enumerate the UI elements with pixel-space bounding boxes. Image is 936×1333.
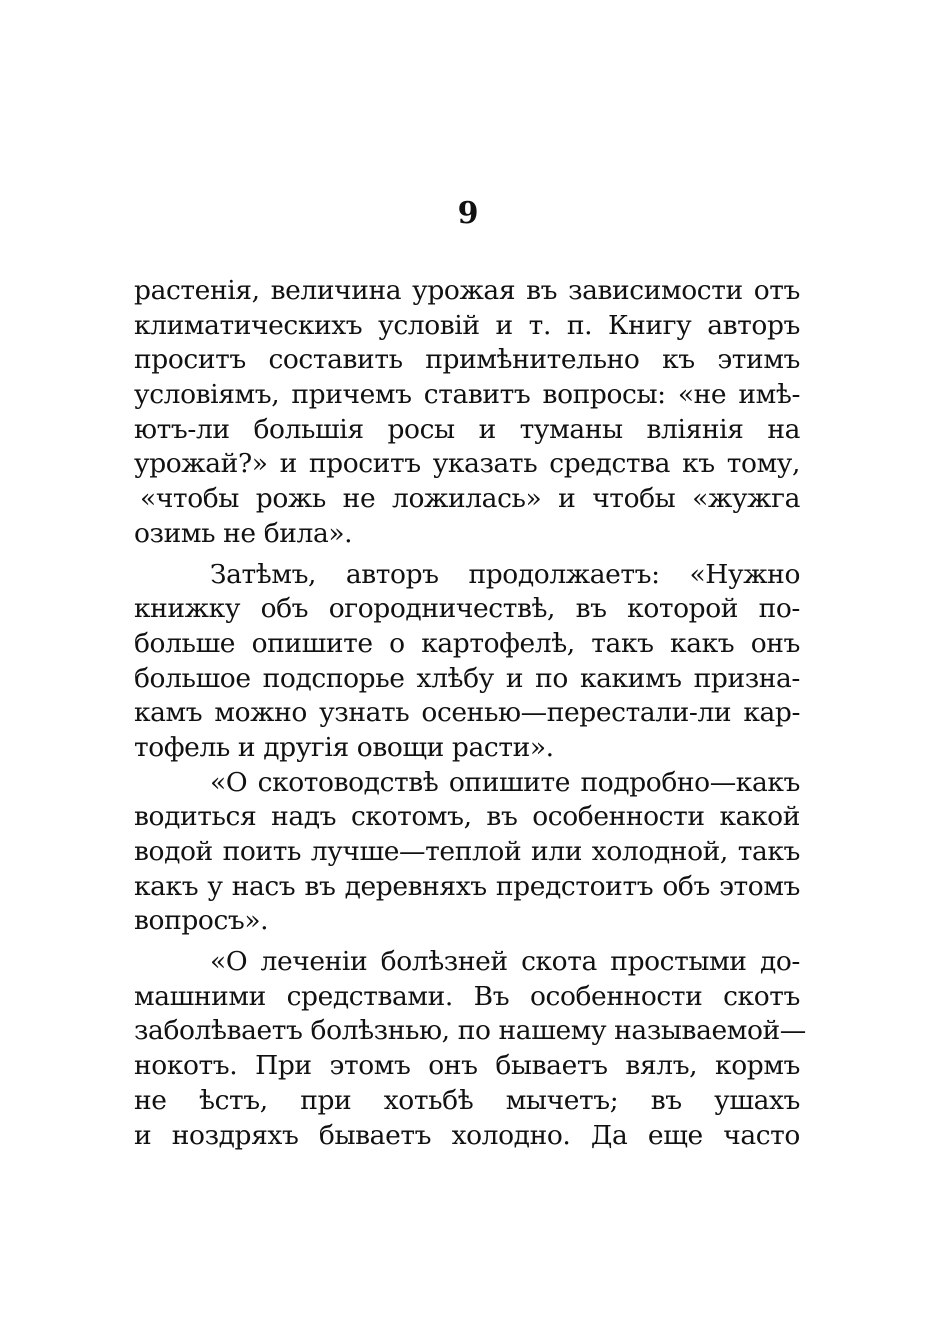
body-text: [134, 274, 806, 1153]
text-line: «О леченіи болѣзней скота простыми до-: [210, 946, 800, 978]
text-line: растенія, величина урожая въ зависимости отъ: [134, 275, 800, 306]
page-number: 9: [457, 196, 479, 231]
text-line: камъ можно узнать осенью—перестали-ли кар-: [134, 697, 800, 729]
text-line: книжку объ огородничествѣ, въ которой по-: [134, 593, 800, 625]
text-line: «чтобы рожь не ложилась» и чтобы «жужга: [140, 483, 800, 515]
text-line: и ноздряхъ бываетъ холодно. Да еще часто: [134, 1119, 800, 1151]
text-line: больше опишите о картофелѣ, такъ какъ онъ: [134, 627, 800, 659]
paragraph-2: [134, 558, 800, 766]
text-line: большое подспорье хлѣбу и по какимъ призна-: [134, 662, 800, 694]
paragraph-4: [134, 945, 806, 1153]
text-line: Затѣмъ, авторъ продолжаетъ: «Нужно: [210, 558, 800, 590]
text-line: машними средствами. Въ особенности скотъ: [134, 980, 800, 1012]
text-line: «О скотоводствѣ опишите подробно—какъ: [210, 766, 800, 798]
text-line: проситъ составить примѣнительно къ этимъ: [134, 344, 800, 376]
text-line: условіямъ, причемъ ставитъ вопросы: «не имѣ-: [134, 379, 800, 411]
text-line: урожай?» и проситъ указать средства къ тому,: [134, 448, 800, 480]
text-line: водой поить лучше—теплой или холодной, такъ: [134, 836, 800, 867]
text-line: озимь не била».: [134, 517, 353, 549]
text-line: ютъ-ли большія росы и туманы вліянія на: [134, 413, 800, 445]
text-line: нокотъ. При этомъ онъ бываетъ вялъ, кормъ: [134, 1050, 800, 1082]
text-line: тофель и другія овощи расти».: [134, 731, 554, 763]
text-line: климатическихъ условій и т. п. Книгу авторъ: [134, 309, 800, 341]
text-line: какъ у насъ въ деревняхъ предстоитъ объ этомъ: [134, 870, 800, 902]
paragraph-1: [134, 274, 800, 552]
paragraph-3: [134, 766, 800, 939]
text-line: не ѣстъ, при хотьбѣ мычетъ; въ ушахъ: [134, 1084, 800, 1116]
text-line: заболѣваетъ болѣзнью, по нашему называемой—: [134, 1015, 806, 1047]
text-line: водиться надъ скотомъ, въ особенности какой: [134, 801, 800, 833]
text-line: вопросъ».: [134, 905, 269, 937]
